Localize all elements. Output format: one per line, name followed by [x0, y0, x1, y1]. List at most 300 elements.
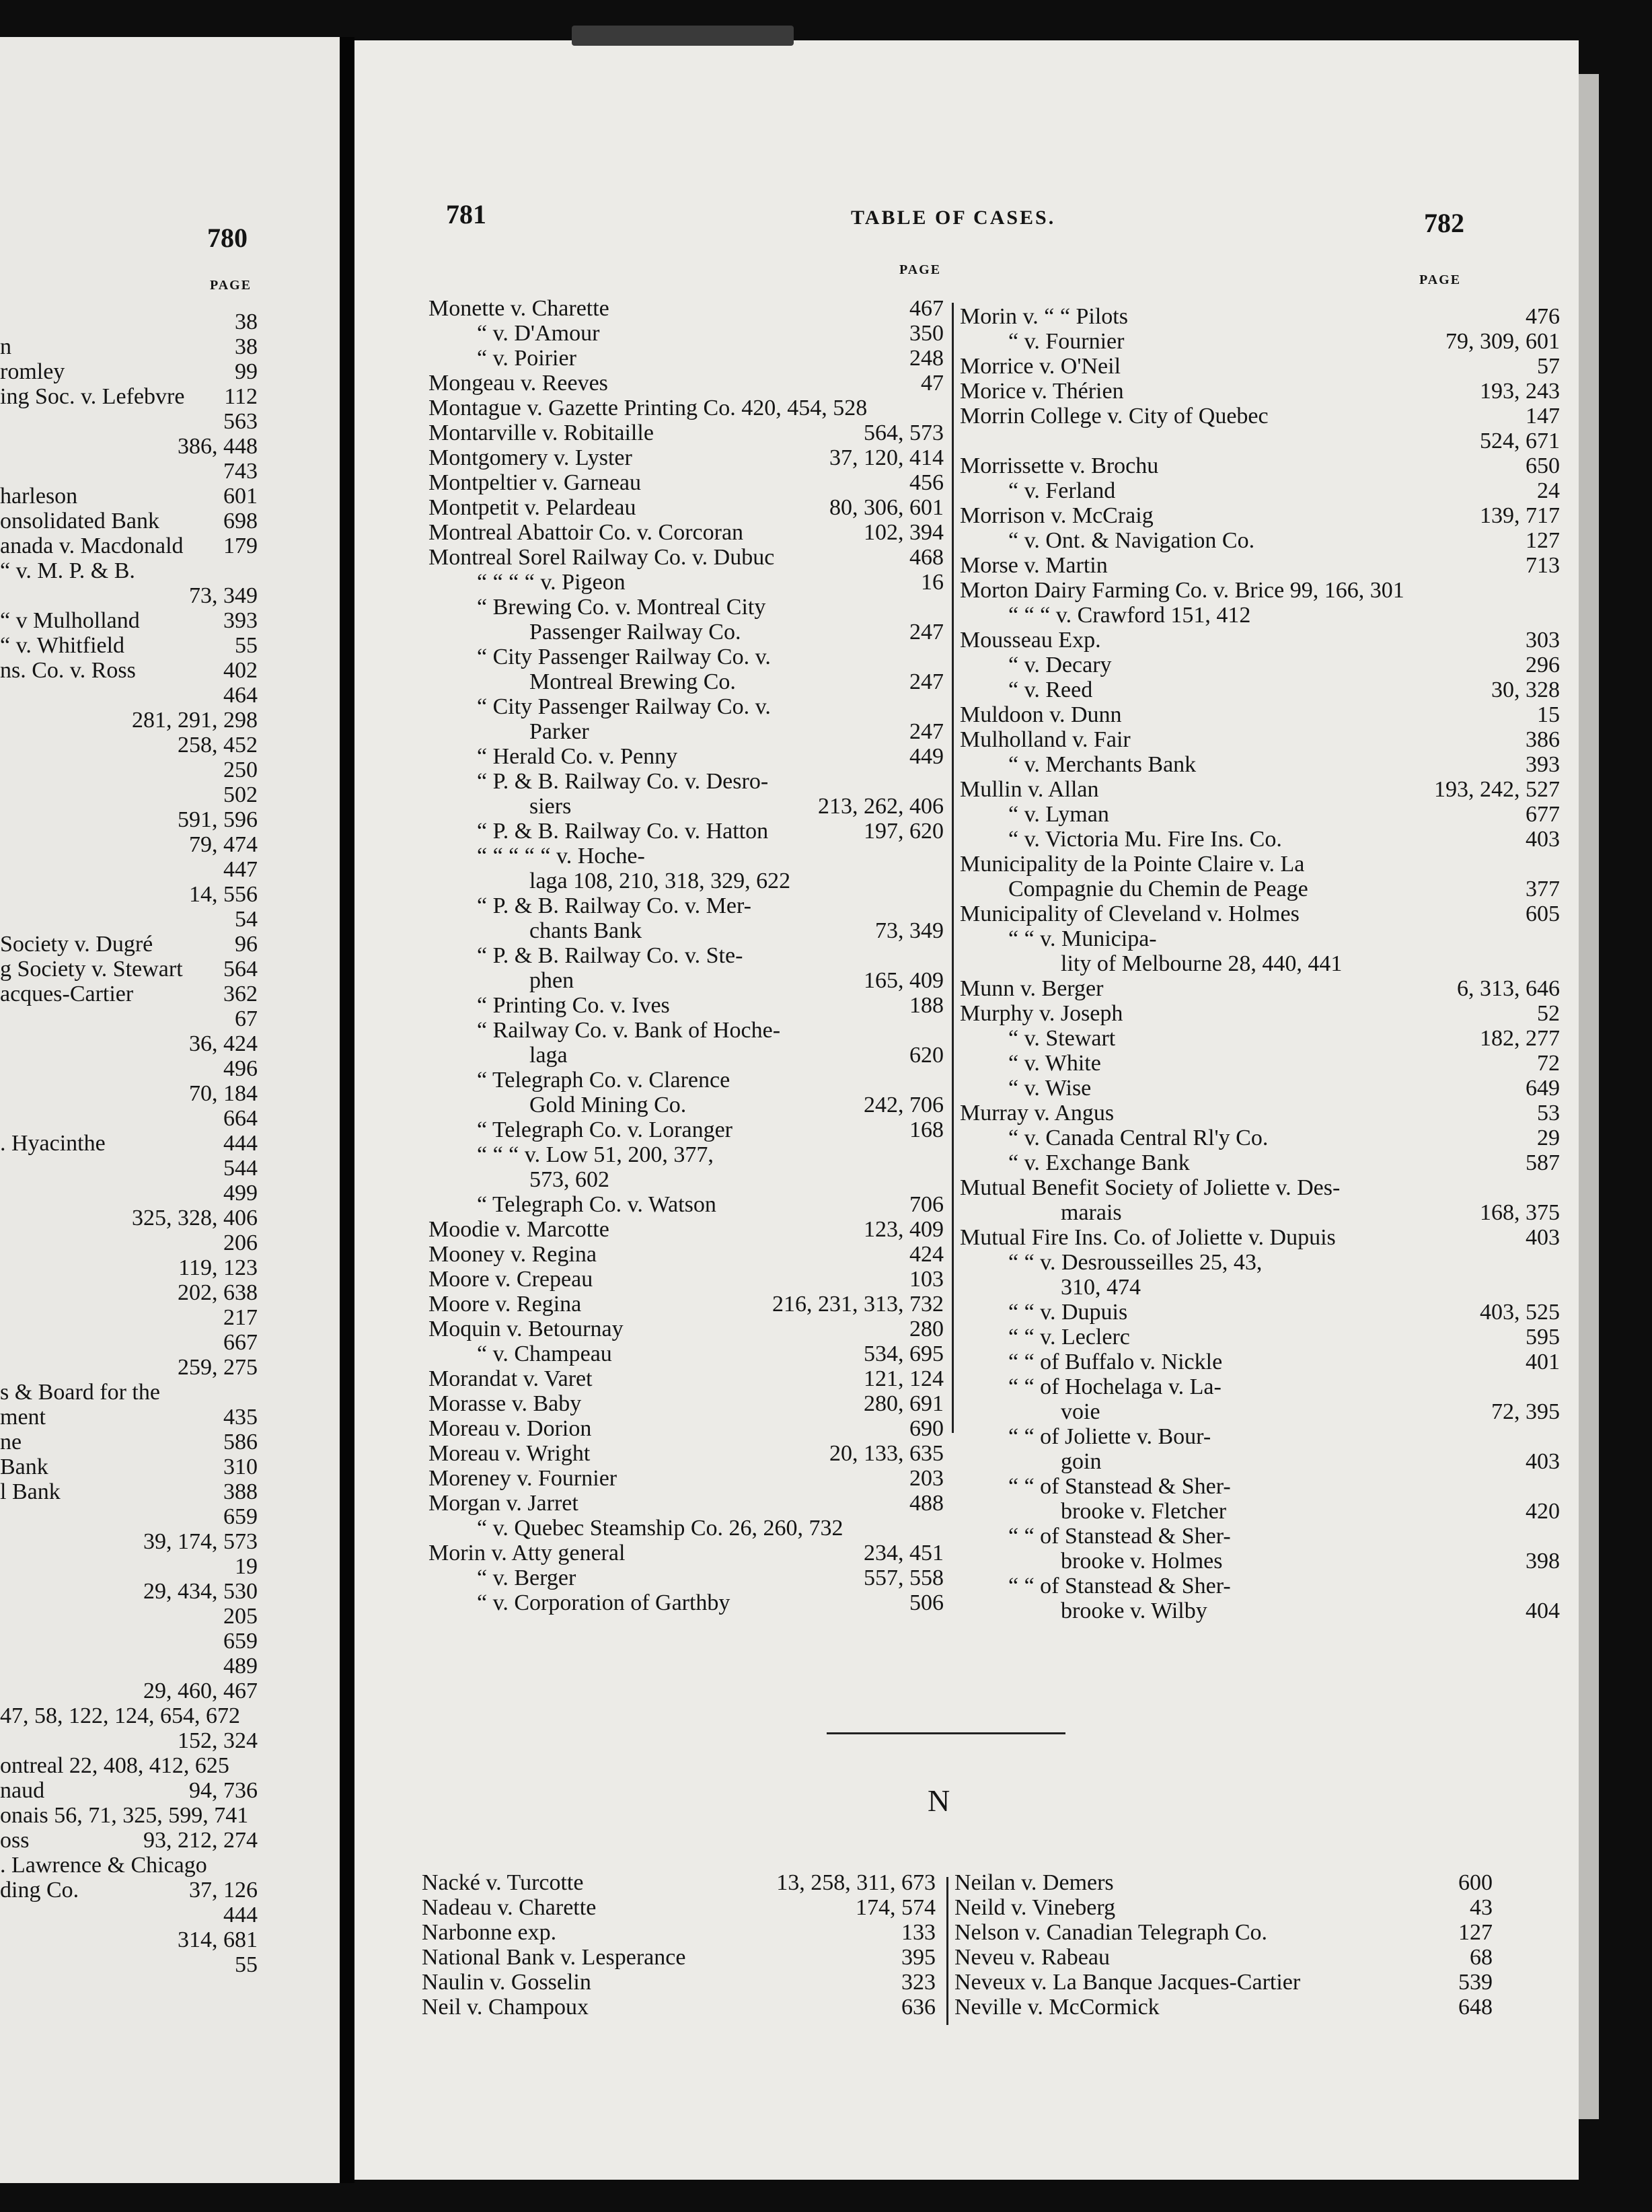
- case-name: “ v. Poirier: [477, 346, 576, 371]
- case-name: “ v. Whitfield: [0, 633, 125, 658]
- case-name: onsolidated Bank: [0, 509, 160, 533]
- case-pages: 250: [223, 758, 258, 782]
- case-pages: 563: [223, 409, 258, 434]
- case-pages: 499: [223, 1181, 258, 1206]
- case-name: s & Board for the: [0, 1380, 160, 1405]
- case-name: Morton Dairy Farming Co. v. Brice 99, 166, 301: [960, 578, 1404, 603]
- case-entry: [428, 445, 944, 470]
- case-entry: [954, 1970, 1493, 1995]
- case-pages: 280, 691: [864, 1391, 944, 1416]
- case-pages: 595: [1526, 1325, 1560, 1350]
- case-name: “ “ “ “ “ v. Hoche-: [477, 844, 645, 869]
- case-pages: 16: [921, 570, 944, 595]
- case-name: anada v. Macdonald: [0, 533, 184, 558]
- case-entry: [428, 968, 944, 993]
- case-name: Morandat v. Varet: [428, 1366, 593, 1391]
- case-pages: 350: [909, 321, 944, 346]
- case-entry: [0, 434, 258, 459]
- case-name: Murphy v. Joseph: [960, 1001, 1123, 1026]
- case-entry: [428, 1391, 944, 1416]
- case-entry: [0, 1778, 258, 1803]
- case-name: “ v. Berger: [477, 1565, 576, 1590]
- case-pages: 743: [223, 459, 258, 484]
- case-entry: [0, 1504, 258, 1529]
- case-entry: [428, 470, 944, 495]
- case-entry: [428, 620, 944, 644]
- case-entry: [0, 309, 258, 334]
- case-entry: [0, 932, 258, 957]
- case-entry: [428, 794, 944, 819]
- case-pages: 393: [223, 608, 258, 633]
- case-pages: 534, 695: [864, 1341, 944, 1366]
- case-pages: 706: [909, 1192, 944, 1217]
- case-name: Montreal Brewing Co.: [529, 669, 736, 694]
- case-name: “ v. Champeau: [477, 1341, 612, 1366]
- case-name: 573, 602: [529, 1167, 609, 1192]
- case-name: “ “ of Joliette v. Bour-: [1008, 1424, 1211, 1449]
- case-pages: 55: [235, 1952, 258, 1977]
- case-entry: [954, 1945, 1493, 1970]
- case-pages: 650: [1526, 453, 1560, 478]
- case-entry: [428, 1516, 944, 1541]
- case-name: Gold Mining Co.: [529, 1093, 687, 1117]
- case-name: “ Herald Co. v. Penny: [477, 744, 678, 769]
- case-pages: 386, 448: [178, 434, 258, 459]
- case-pages: 217: [223, 1305, 258, 1330]
- case-pages: 557, 558: [864, 1565, 944, 1590]
- case-entry: [0, 509, 258, 533]
- case-entry: [0, 1106, 258, 1131]
- case-name: Muldoon v. Dunn: [960, 702, 1122, 727]
- n-column-divider: [946, 1877, 948, 2025]
- case-name: Morse v. Martin: [960, 553, 1108, 578]
- case-entry: [0, 758, 258, 782]
- case-name: “ Printing Co. v. Ives: [477, 993, 670, 1018]
- case-entry: [422, 1870, 936, 1895]
- case-name: acques-Cartier: [0, 982, 134, 1006]
- case-name: Nacké v. Turcotte: [422, 1870, 584, 1895]
- case-name: 310, 474: [1061, 1275, 1141, 1300]
- case-entry: [960, 1200, 1560, 1225]
- case-entry: [428, 346, 944, 371]
- case-entry: [960, 752, 1560, 777]
- case-entry: [0, 1305, 258, 1330]
- case-entry: [0, 683, 258, 708]
- case-entry: [428, 869, 944, 893]
- case-entry: [428, 1491, 944, 1516]
- case-entry: [960, 877, 1560, 901]
- case-pages: 242, 706: [864, 1093, 944, 1117]
- case-pages: 57: [1537, 354, 1560, 379]
- case-pages: 420: [1526, 1499, 1560, 1524]
- case-entry: [422, 1945, 936, 1970]
- case-name: “ Brewing Co. v. Montreal City: [477, 595, 766, 620]
- case-name: Morin v. Atty general: [428, 1541, 626, 1565]
- case-entry: [422, 1895, 936, 1920]
- case-entry: [0, 1181, 258, 1206]
- case-entry: [428, 769, 944, 794]
- case-pages: 36, 424: [189, 1031, 258, 1056]
- case-pages: 677: [1526, 802, 1560, 827]
- case-name: Montreal Abattoir Co. v. Corcoran: [428, 520, 744, 545]
- case-name: Moquin v. Betournay: [428, 1317, 624, 1341]
- case-entry: [0, 1355, 258, 1380]
- case-entry: [960, 777, 1560, 802]
- case-name: phen: [529, 968, 574, 993]
- case-name: Montgomery v. Lyster: [428, 445, 632, 470]
- case-pages: 496: [223, 1056, 258, 1081]
- col2-page-label: PAGE: [1419, 272, 1462, 287]
- case-entry: [0, 882, 258, 907]
- case-entry: [428, 1317, 944, 1341]
- case-pages: 247: [909, 719, 944, 744]
- case-pages: 280: [909, 1317, 944, 1341]
- case-name: laga 108, 210, 318, 329, 622: [529, 869, 791, 893]
- case-pages: 213, 262, 406: [818, 794, 944, 819]
- case-entry: [428, 1093, 944, 1117]
- page-number-782: 782: [1424, 208, 1464, 238]
- case-entry: [960, 1101, 1560, 1126]
- case-entry: [0, 459, 258, 484]
- page-number-781: 781: [446, 199, 486, 229]
- case-entry: [0, 1230, 258, 1255]
- case-entry: [0, 1280, 258, 1305]
- case-entry: [428, 396, 944, 420]
- case-name: National Bank v. Lesperance: [422, 1945, 686, 1970]
- case-entry: [960, 1499, 1560, 1524]
- case-name: “ v. Reed: [1008, 677, 1093, 702]
- case-entry: [428, 321, 944, 346]
- case-entry: [960, 1325, 1560, 1350]
- case-name: “ v. Decary: [1008, 653, 1112, 677]
- case-pages: 539: [1458, 1970, 1493, 1995]
- case-name: Murray v. Angus: [960, 1101, 1115, 1126]
- case-pages: 388: [223, 1479, 258, 1504]
- case-entry: [960, 404, 1560, 429]
- case-name: “ v. Victoria Mu. Fire Ins. Co.: [1008, 827, 1282, 852]
- case-pages: 649: [1526, 1076, 1560, 1101]
- case-entry: [960, 1350, 1560, 1374]
- case-pages: 79, 474: [189, 832, 258, 857]
- case-entry: [428, 545, 944, 570]
- case-name: “ v. Ferland: [1008, 478, 1116, 503]
- case-entry: [960, 1424, 1560, 1449]
- case-pages: 524, 671: [1480, 429, 1560, 453]
- case-entry: [0, 1554, 258, 1579]
- case-pages: 447: [223, 857, 258, 882]
- case-pages: 247: [909, 669, 944, 694]
- case-name: Nadeau v. Charette: [422, 1895, 597, 1920]
- case-name: “ v. Canada Central Rl'y Co.: [1008, 1126, 1269, 1150]
- case-entry: [0, 1430, 258, 1454]
- case-pages: 564: [223, 957, 258, 982]
- case-pages: 102, 394: [864, 520, 944, 545]
- case-name: Mutual Fire Ins. Co. of Joliette v. Dupuis: [960, 1225, 1336, 1250]
- case-entry: [0, 1703, 258, 1728]
- case-entry: [0, 957, 258, 982]
- case-pages: 174, 574: [856, 1895, 936, 1920]
- case-pages: 99: [235, 359, 258, 384]
- case-pages: 67: [235, 1006, 258, 1031]
- case-name: Neilan v. Demers: [954, 1870, 1114, 1895]
- case-name: Morrice v. O'Neil: [960, 354, 1121, 379]
- case-entry: [0, 1529, 258, 1554]
- case-entry: [0, 907, 258, 932]
- case-pages: 467: [909, 296, 944, 321]
- case-entry: [428, 595, 944, 620]
- case-name: “ Telegraph Co. v. Clarence: [477, 1068, 730, 1093]
- case-name: Morin v. “ “ Pilots: [960, 304, 1128, 329]
- case-entry: [0, 658, 258, 683]
- case-entry: [428, 669, 944, 694]
- case-name: “ “ “ “ v. Pigeon: [477, 570, 626, 595]
- book-gutter: [340, 37, 354, 2183]
- case-name: romley: [0, 359, 65, 384]
- case-pages: 53: [1537, 1101, 1560, 1126]
- case-name: “ “ of Buffalo v. Nickle: [1008, 1350, 1223, 1374]
- case-entry: [428, 1117, 944, 1142]
- case-pages: 197, 620: [864, 819, 944, 844]
- case-pages: 37, 120, 414: [829, 445, 944, 470]
- case-name: . Hyacinthe: [0, 1131, 106, 1156]
- case-name: voie: [1061, 1399, 1100, 1424]
- case-pages: 620: [909, 1043, 944, 1068]
- case-entry: [428, 1018, 944, 1043]
- case-entry: [954, 1995, 1493, 2020]
- case-entry: [0, 633, 258, 658]
- case-entry: [960, 628, 1560, 653]
- case-entry: [960, 1524, 1560, 1549]
- case-entry: [0, 1604, 258, 1629]
- case-pages: 258, 452: [178, 733, 258, 758]
- case-entry: [960, 802, 1560, 827]
- case-name: siers: [529, 794, 572, 819]
- case-name: Monette v. Charette: [428, 296, 609, 321]
- case-entry: [960, 603, 1560, 628]
- case-entry: [428, 1142, 944, 1167]
- case-name: Mulholland v. Fair: [960, 727, 1131, 752]
- case-entry: [428, 1590, 944, 1615]
- case-entry: [960, 1001, 1560, 1026]
- case-entry: [960, 1051, 1560, 1076]
- case-name: Montarville v. Robitaille: [428, 420, 654, 445]
- case-pages: 544: [223, 1156, 258, 1181]
- case-name: Montpetit v. Pelardeau: [428, 495, 636, 520]
- case-pages: 30, 328: [1491, 677, 1560, 702]
- case-entry: [428, 918, 944, 943]
- case-pages: 70, 184: [189, 1081, 258, 1106]
- case-name: “ “ “ v. Low 51, 200, 377,: [477, 1142, 714, 1167]
- case-pages: 468: [909, 545, 944, 570]
- case-pages: 14, 556: [189, 882, 258, 907]
- case-entry: [0, 1629, 258, 1654]
- case-entry: [0, 533, 258, 558]
- case-entry: [0, 1728, 258, 1753]
- case-pages: 55: [235, 633, 258, 658]
- case-pages: 435: [223, 1405, 258, 1430]
- case-entry: [0, 1131, 258, 1156]
- case-pages: 182, 277: [1480, 1026, 1560, 1051]
- case-entry: [960, 1275, 1560, 1300]
- case-pages: 698: [223, 509, 258, 533]
- case-pages: 80, 306, 601: [829, 495, 944, 520]
- case-entry: [428, 719, 944, 744]
- case-name: Neveu v. Rabeau: [954, 1945, 1110, 1970]
- case-name: ne: [0, 1430, 22, 1454]
- case-pages: 667: [223, 1330, 258, 1355]
- case-pages: 68: [1470, 1945, 1493, 1970]
- case-pages: 139, 717: [1480, 503, 1560, 528]
- case-name: Municipality de la Pointe Claire v. La: [960, 852, 1305, 877]
- case-pages: 29, 434, 530: [143, 1579, 258, 1604]
- case-pages: 395: [901, 1945, 936, 1970]
- case-name: g Society v. Stewart: [0, 957, 183, 982]
- case-pages: 193, 243: [1480, 379, 1560, 404]
- case-name: Bank: [0, 1454, 48, 1479]
- case-pages: 13, 258, 311, 673: [776, 1870, 936, 1895]
- case-pages: 310: [223, 1454, 258, 1479]
- case-entry: [960, 1126, 1560, 1150]
- case-entry: [0, 1206, 258, 1230]
- ink-blot: [572, 26, 794, 46]
- case-name: “ P. & B. Railway Co. v. Desro-: [477, 769, 769, 794]
- case-name: “ v. Merchants Bank: [1008, 752, 1197, 777]
- case-name: harleson: [0, 484, 78, 509]
- case-pages: 38: [235, 334, 258, 359]
- case-pages: 121, 124: [864, 1366, 944, 1391]
- case-name: “ v. Corporation of Garthby: [477, 1590, 730, 1615]
- case-entry: [960, 429, 1560, 453]
- case-name: Passenger Railway Co.: [529, 620, 741, 644]
- case-name: Naulin v. Gosselin: [422, 1970, 591, 1995]
- case-name: “ Telegraph Co. v. Loranger: [477, 1117, 733, 1142]
- case-name: Morasse v. Baby: [428, 1391, 582, 1416]
- case-entry: [428, 1416, 944, 1441]
- case-pages: 323: [901, 1970, 936, 1995]
- case-name: Moreau v. Wright: [428, 1441, 591, 1466]
- case-entry: [960, 1474, 1560, 1499]
- case-pages: 564, 573: [864, 420, 944, 445]
- case-entry: [428, 694, 944, 719]
- case-name: ns. Co. v. Ross: [0, 658, 136, 683]
- case-name: Moore v. Regina: [428, 1292, 582, 1317]
- case-pages: 119, 123: [178, 1255, 258, 1280]
- case-pages: 47: [921, 371, 944, 396]
- case-entry: [0, 359, 258, 384]
- case-entry: [960, 1150, 1560, 1175]
- case-pages: 401: [1526, 1350, 1560, 1374]
- case-name: onais 56, 71, 325, 599, 741: [0, 1803, 249, 1828]
- case-pages: 94, 736: [189, 1778, 258, 1803]
- case-pages: 127: [1526, 528, 1560, 553]
- case-entry: [954, 1870, 1493, 1895]
- case-pages: 690: [909, 1416, 944, 1441]
- case-entry: [428, 1441, 944, 1466]
- case-entry: [0, 1156, 258, 1181]
- case-entry: [0, 1255, 258, 1280]
- case-name: “ v. White: [1008, 1051, 1101, 1076]
- case-name: marais: [1061, 1200, 1122, 1225]
- case-pages: 133: [901, 1920, 936, 1945]
- case-entry: [0, 1753, 258, 1778]
- case-entry: [428, 1192, 944, 1217]
- case-pages: 403: [1526, 1225, 1560, 1250]
- case-name: “ v. Lyman: [1008, 802, 1109, 827]
- case-entry: [0, 1803, 258, 1828]
- case-entry: [428, 1068, 944, 1093]
- case-pages: 444: [223, 1903, 258, 1927]
- case-name: “ v. Ont. & Navigation Co.: [1008, 528, 1255, 553]
- case-name: “ City Passenger Railway Co. v.: [477, 694, 771, 719]
- case-name: Parker: [529, 719, 589, 744]
- case-entry: [960, 1399, 1560, 1424]
- case-entry: [428, 520, 944, 545]
- case-pages: 216, 231, 313, 732: [772, 1292, 944, 1317]
- case-entry: [960, 1175, 1560, 1200]
- case-pages: 123, 409: [864, 1217, 944, 1242]
- case-pages: 96: [235, 932, 258, 957]
- case-pages: 39, 174, 573: [143, 1529, 258, 1554]
- case-name: Moodie v. Marcotte: [428, 1217, 609, 1242]
- case-name: laga: [529, 1043, 568, 1068]
- case-entry: [428, 993, 944, 1018]
- case-entry: [428, 1565, 944, 1590]
- case-pages: 386: [1526, 727, 1560, 752]
- case-pages: 15: [1537, 702, 1560, 727]
- case-entry: [960, 702, 1560, 727]
- case-pages: 456: [909, 470, 944, 495]
- case-pages: 112: [224, 384, 258, 409]
- case-entry: [428, 495, 944, 520]
- case-pages: 449: [909, 744, 944, 769]
- case-entry: [0, 708, 258, 733]
- case-entry: [960, 379, 1560, 404]
- case-entry: [960, 304, 1560, 329]
- case-name: “ “ of Hochelaga v. La-: [1008, 1374, 1222, 1399]
- case-pages: 73, 349: [189, 583, 258, 608]
- case-pages: 203: [909, 1466, 944, 1491]
- case-entry: [428, 819, 944, 844]
- case-entry: [0, 384, 258, 409]
- case-pages: 37, 126: [189, 1878, 258, 1903]
- case-name: Neild v. Vineberg: [954, 1895, 1116, 1920]
- case-pages: 54: [235, 907, 258, 932]
- case-entry: [0, 1031, 258, 1056]
- case-entry: [0, 1056, 258, 1081]
- case-pages: 488: [909, 1491, 944, 1516]
- case-entry: [0, 1479, 258, 1504]
- case-pages: 398: [1526, 1549, 1560, 1574]
- case-entry: [0, 1828, 258, 1853]
- case-entry: [960, 1076, 1560, 1101]
- case-name: l Bank: [0, 1479, 61, 1504]
- case-name: “ v. D'Amour: [477, 321, 600, 346]
- page-number-780: 780: [207, 223, 248, 253]
- case-name: “ Telegraph Co. v. Watson: [477, 1192, 716, 1217]
- case-name: lity of Melbourne 28, 440, 441: [1061, 951, 1343, 976]
- case-pages: 79, 309, 601: [1446, 329, 1560, 354]
- case-name: ontreal 22, 408, 412, 625: [0, 1753, 229, 1778]
- case-name: brooke v. Holmes: [1061, 1549, 1223, 1574]
- case-pages: 168, 375: [1480, 1200, 1560, 1225]
- case-name: Moreney v. Fournier: [428, 1466, 617, 1491]
- case-entry: [428, 570, 944, 595]
- case-pages: 601: [223, 484, 258, 509]
- case-entry: [960, 1374, 1560, 1399]
- case-pages: 72, 395: [1491, 1399, 1560, 1424]
- case-entry: [960, 901, 1560, 926]
- case-pages: 193, 242, 527: [1434, 777, 1560, 802]
